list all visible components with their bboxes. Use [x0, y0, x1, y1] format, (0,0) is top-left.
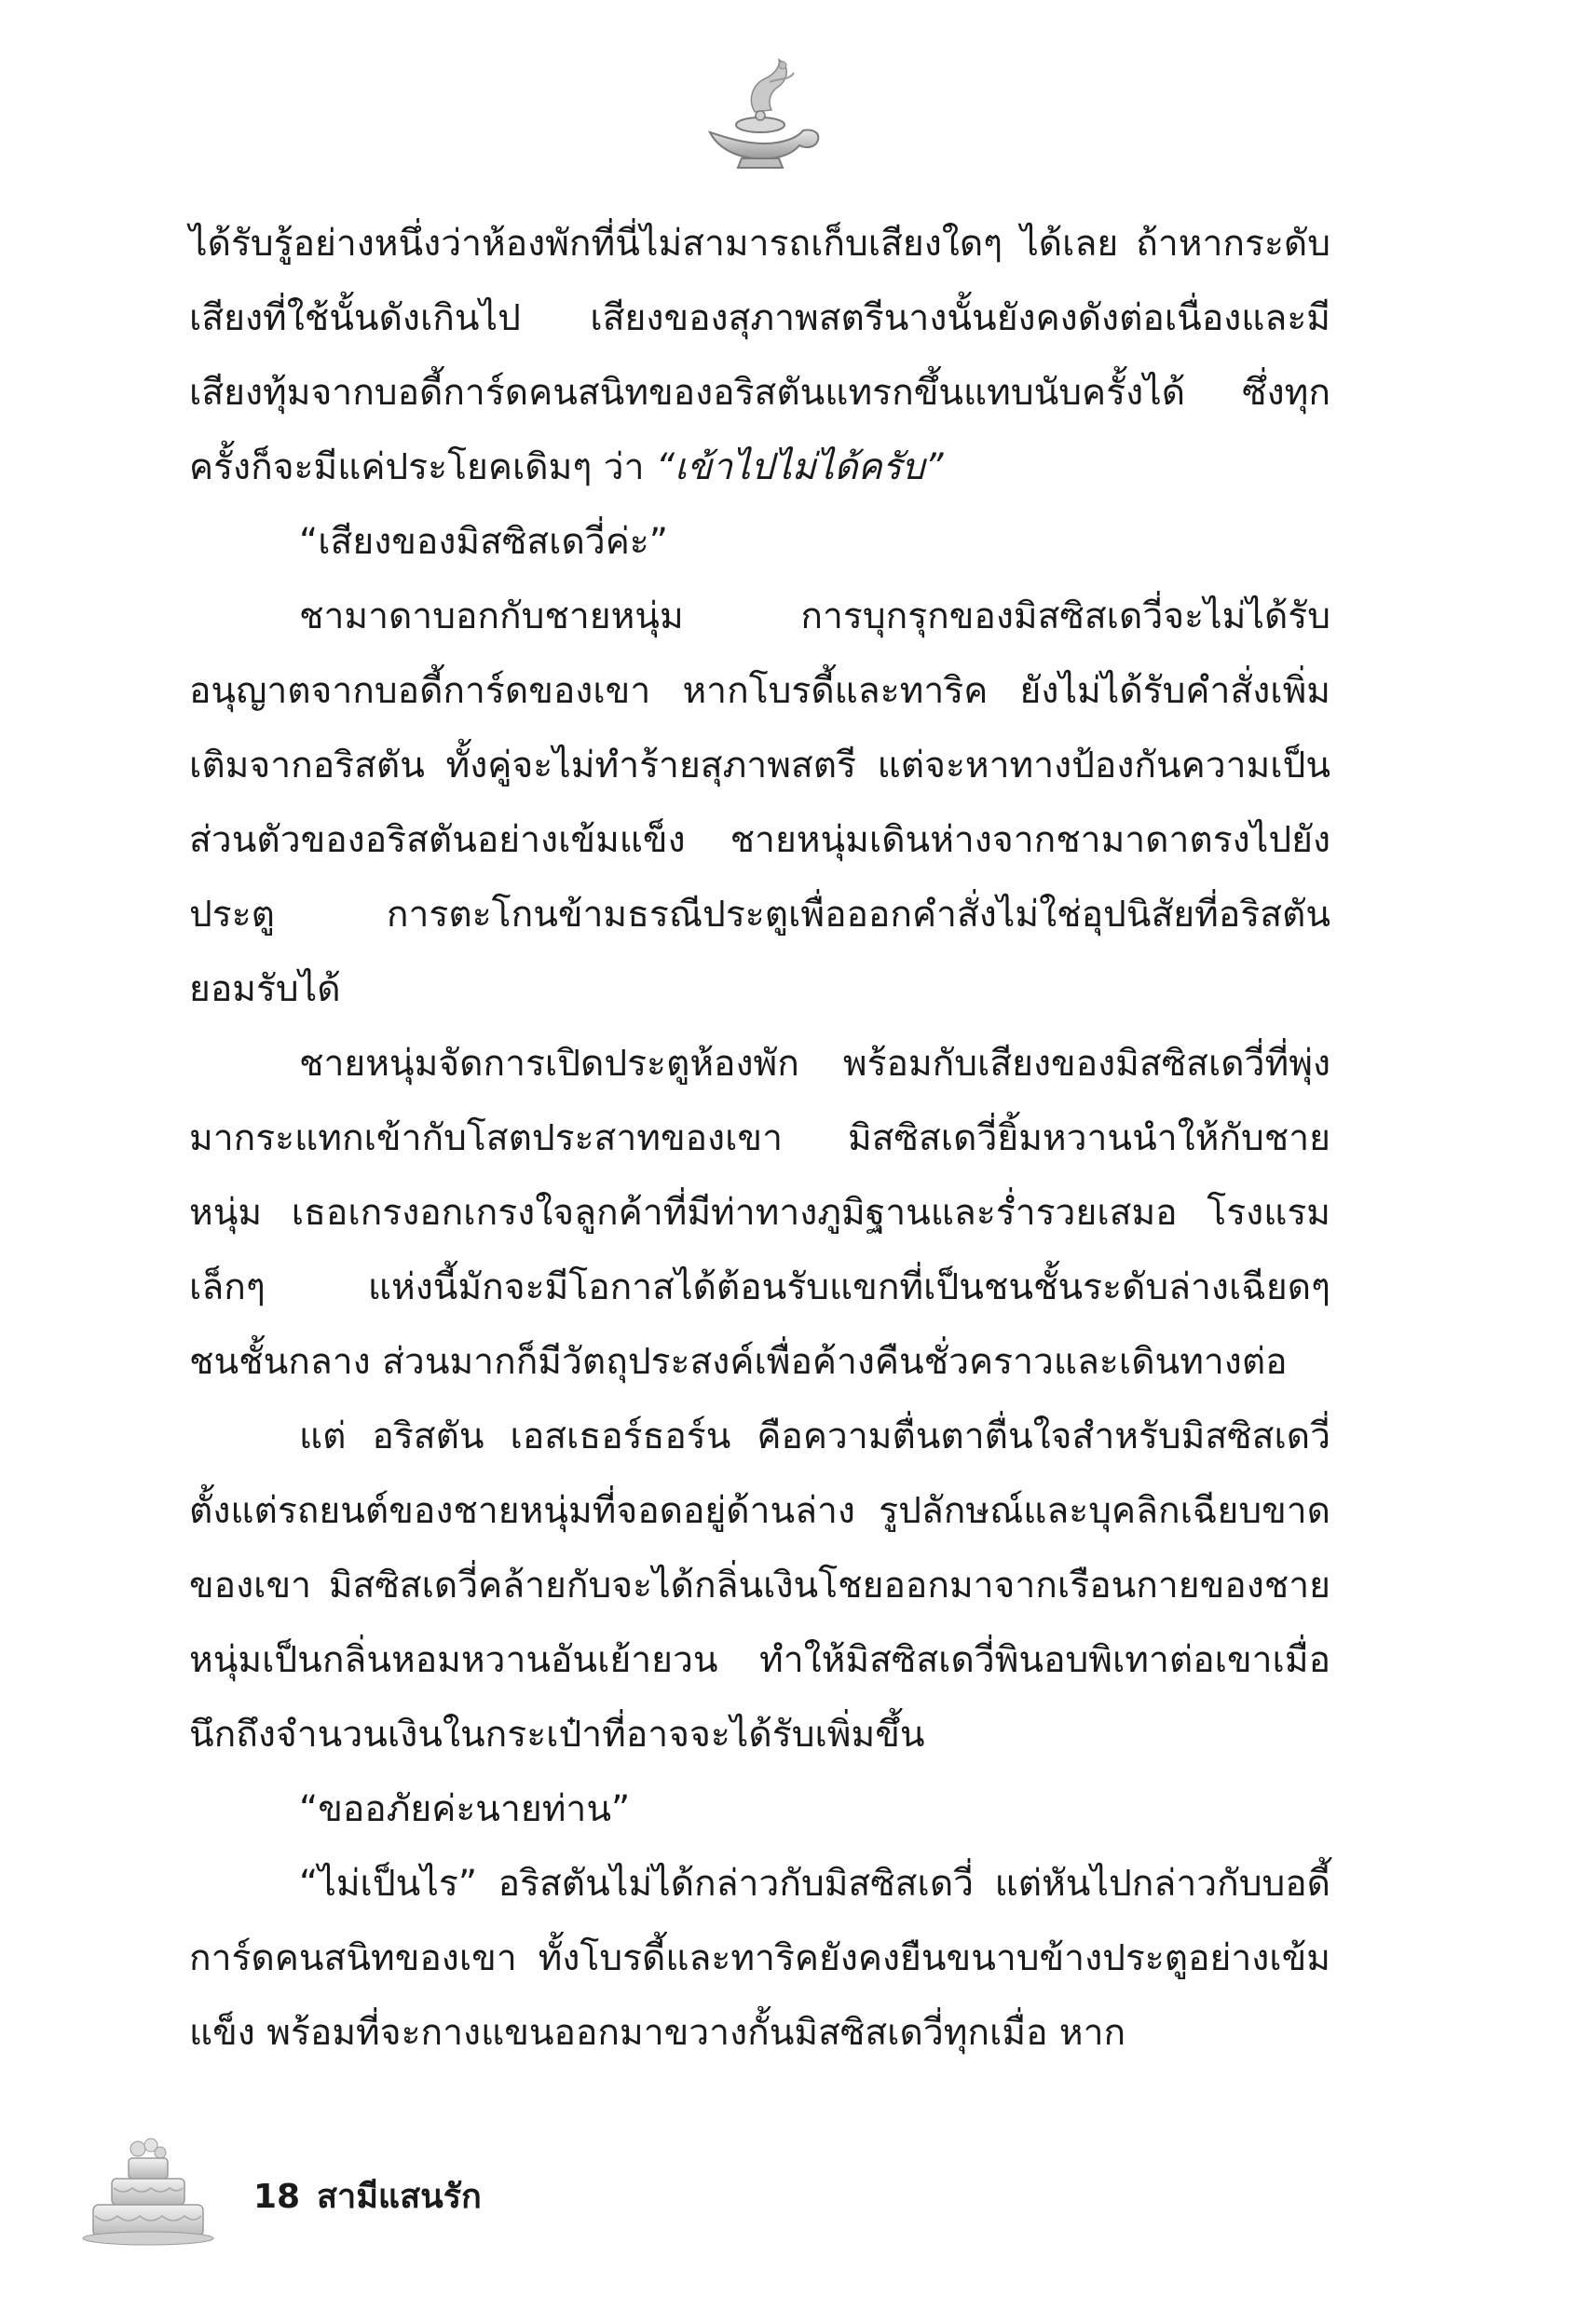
body-text — [189, 207, 1330, 2054]
paragraph: “ไม่เป็นไร” อริสตันไม่ได้กล่าวกับมิสซิสเดวี่ แต่หันไปกล่าวกับบอดี้การ์ดคนสนิทของเขา ทั้งโบรดี้และทาริคยังคงยืนขนาบข้างประตูอย่างเข้มแข็ง พร้อมที่จะกางแขนออกมาขวางกั้นมิสซิสเดวี่ทุกเมื่อ หาก — [189, 1863, 1330, 2054]
paragraph: แต่ อริสตัน เอสเธอร์ธอร์น คือความตื่นตาตื่นใจสำหรับมิสซิสเดวี่ ตั้งแต่รถยนต์ของชายหนุ่มที่จอดอยู่ด้านล่าง รูปลักษณ์และบุคลิกเฉียบขาดของเขา มิสซิสเดวี่คล้ายกับจะได้กลิ่นเงินโชยออกมาจากเรือนกายของชายหนุ่มเป็นกลิ่นหอมหวานอันเย้ายวน ทำให้มิสซิสเดวี่พินอบพิเทาต่อเขาเมื่อนึกถึงจำนวนเงินในกระเป๋าที่อาจจะได้รับเพิ่มขึ้น — [189, 1415, 1330, 1756]
page-number: 18 — [253, 2178, 301, 2216]
paragraph: “ขออภัยค่ะนายท่าน” — [299, 1788, 631, 1830]
wedding-cake-icon — [76, 2136, 216, 2248]
book-title: สามีแสนรัก — [317, 2178, 482, 2216]
paragraph: ได้รับรู้อย่างหนึ่งว่าห้องพักที่นี่ไม่สามารถเก็บเสียงใดๆ ได้เลย ถ้าหากระดับเสียงที่ใช้นั้นดังเกินไป เสียงของสุภาพสตรีนางนั้นยังคงดังต่อเนื่องและมีเสียงทุ้มจากบอดี้การ์ดคนสนิทของอริสตันแทรกขึ้นแทบนับครั้งได้ ซึ่งทุกครั้งก็จะมีแค่ประโยคเดิมๆ ว่า “เข้าไปไม่ได้ครับ” — [189, 223, 1330, 488]
page-footer — [0, 2115, 1596, 2255]
paragraph: ชายหนุ่มจัดการเปิดประตูห้องพัก พร้อมกับเสียงของมิสซิสเดวี่ที่พุ่งมากระแทกเข้ากับโสตประสาทของเขา มิสซิสเดวี่ยิ้มหวานนำให้กับชายหนุ่ม เธอเกรงอกเกรงใจลูกค้าที่มีท่าทางภูมิฐานและร่ำรวยเสมอ โรงแรมเล็กๆ แห่งนี้มักจะมีโอกาสได้ต้อนรับแขกที่เป็นชนชั้นระดับล่างเฉียดๆ ชนชั้นกลาง ส่วนมากก็มีวัตถุประสงค์เพื่อค้างคืนชั่วคราวและเดินทางต่อ — [189, 1043, 1330, 1383]
italic-quote: “เข้าไปไม่ได้ครับ” — [655, 446, 944, 488]
magic-lamp-icon — [689, 54, 829, 175]
paragraph: ชามาดาบอกกับชายหนุ่ม การบุกรุกของมิสซิสเดวี่จะไม่ได้รับอนุญาตจากบอดี้การ์ดของเขา หากโบรดี้และทาริค ยังไม่ได้รับคำสั่งเพิ่มเติมจากอริสตัน ทั้งคู่จะไม่ทำร้ายสุภาพสตรี แต่จะหาทางป้องกันความเป็นส่วนตัวของอริสตันอย่างเข้มแข็ง ชายหนุ่มเดินห่างจากชามาดาตรงไปยังประตู การตะโกนข้ามธรณีประตูเพื่อออกคำสั่งไม่ใช่อุปนิสัยที่อริสตันยอมรับได้ — [189, 595, 1330, 1010]
paragraph: “เสียงของมิสซิสเดวี่ค่ะ” — [299, 521, 668, 563]
